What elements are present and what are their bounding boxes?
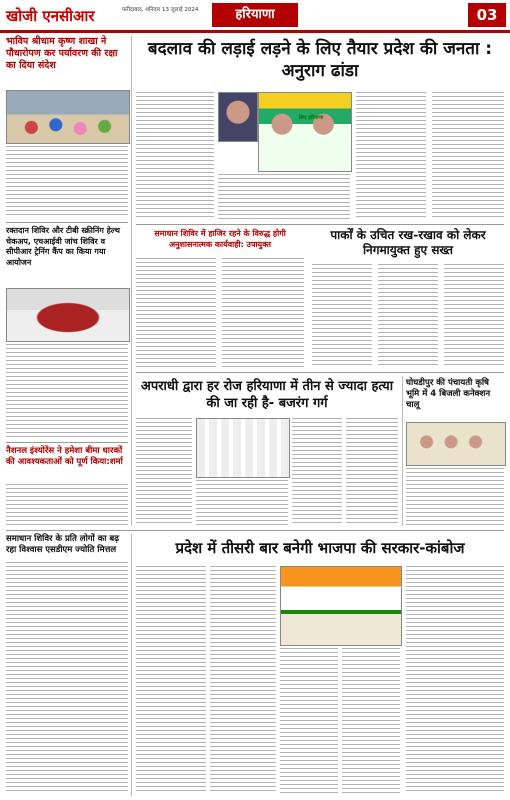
story-10-body-col5 — [406, 566, 504, 794]
story-6-body — [6, 484, 128, 528]
story-4-body-col1 — [136, 258, 216, 368]
headline-story-9: समाधान शिविर के प्रति लोगों का बढ़ रहा विश्वास एसडीएम ज्योति मित्तल — [6, 534, 120, 555]
story-9-body — [6, 562, 128, 794]
story-7-body-col4 — [346, 418, 398, 526]
column-rule — [131, 36, 132, 526]
story-8-body — [406, 468, 504, 526]
section-tag: हरियाणा — [212, 3, 298, 27]
divider — [6, 442, 128, 443]
headline-story-4: समाधान शिविर में हाजिर रहने के विरुद्ध होगी अनुशासनात्मक कार्यवाही: उपायुक्त — [154, 229, 286, 249]
headline-story-6: नैशनल इंश्योरेंस ने हमेशा बीमा धारकों की आवश्यकताओं को पूर्ण किया:शर्मा — [6, 446, 123, 467]
story-5-body-col1 — [312, 264, 372, 368]
column-rule — [131, 534, 132, 796]
story-7-body-col1 — [136, 418, 192, 526]
story-1-body — [6, 146, 128, 218]
story-4-body-col2 — [222, 258, 304, 368]
column-rule — [402, 376, 403, 526]
story-10-body-col3 — [280, 648, 338, 794]
dateline: फरीदाबाद, शनिवार 13 जुलाई 2024 — [122, 7, 199, 13]
story-7-body-col2 — [196, 480, 288, 526]
headline-story-7: अपराधी द्वारा हर रोज हरियाणा में तीन से ज्यादा हत्या की जा रही है- बजरंग गर्ग — [140, 379, 394, 411]
photo-portrait — [218, 92, 258, 142]
divider — [6, 530, 504, 531]
page-number: 03 — [468, 3, 506, 27]
masthead — [0, 0, 510, 32]
newspaper-logo: खोजी एनसीआर — [6, 7, 95, 25]
story-10-body-col2 — [210, 566, 276, 794]
stage-banner-text: लिए हरियाणा — [299, 115, 324, 121]
photo-march — [196, 418, 290, 478]
story-5-body-col3 — [444, 264, 504, 368]
headline-story-8: घोघडीपुर की पंचायती कृषि भूमि में 4 बिजली कनेक्शन चालू — [406, 378, 491, 410]
headline-story-10: प्रदेश में तीसरी बार बनेगी भाजपा की सरकार-कांबोज — [175, 539, 465, 557]
masthead-rule — [0, 30, 510, 33]
story-2-body-col4 — [432, 92, 504, 220]
story-2-body-col2 — [218, 174, 350, 220]
story-5-body-col2 — [378, 264, 438, 368]
headline-story-5: पार्कों के उचित रख-रखाव को लेकर निगमायुक्त हुए सख्त — [330, 228, 486, 257]
headline-story-1: भाविप श्रीधाम कृष्ण शाखा ने पौधारोपण कर पर्यावरण की रक्षा का दिया संदेश — [6, 36, 118, 71]
photo-bjp-event — [280, 566, 402, 646]
headline-story-3: रक्तदान शिविर और टीबी स्क्रीनिंग हेल्थ चेकअप, एचआईवी जांच शिविर व सीपीआर ट्रेनिंग कैंप का किया गया आयोजन — [6, 226, 121, 267]
divider — [6, 222, 128, 223]
story-7-body-col3 — [292, 418, 342, 526]
story-2-body-col3 — [356, 92, 426, 220]
photo-stage — [258, 92, 352, 172]
photo-plantation — [6, 90, 130, 144]
divider — [136, 372, 504, 373]
headline-story-2: बदलाव की लड़ाई लड़ने के लिए तैयार प्रदेश की जनता : अनुराग ढांडा — [147, 39, 493, 81]
story-10-body-col1 — [136, 566, 206, 794]
photo-electricity — [406, 422, 506, 466]
story-2-body-col1 — [136, 92, 214, 220]
photo-blood-donation — [6, 288, 130, 342]
story-3-body — [6, 344, 128, 438]
story-10-body-col4 — [342, 648, 400, 794]
divider — [136, 224, 504, 225]
